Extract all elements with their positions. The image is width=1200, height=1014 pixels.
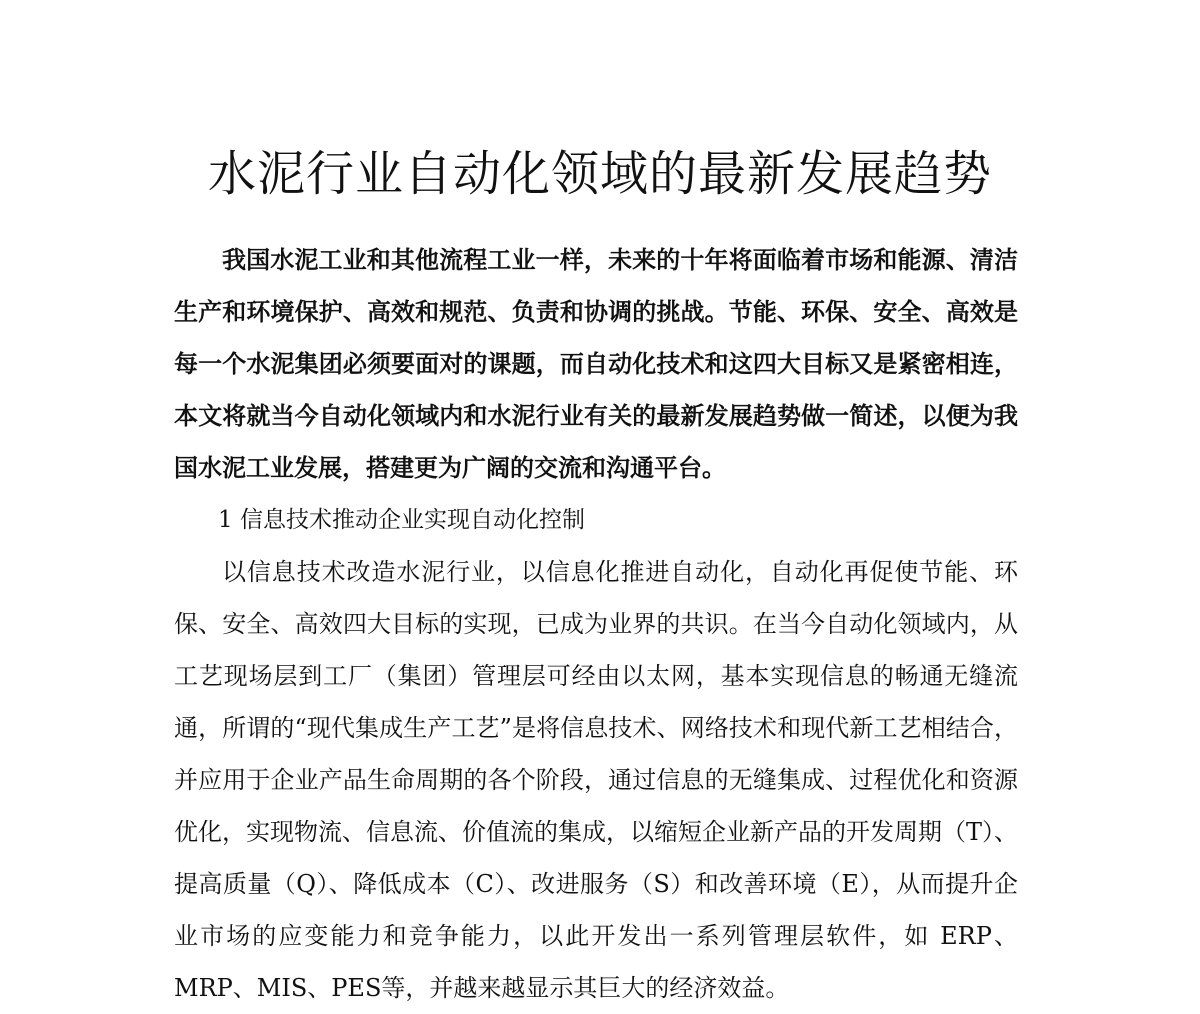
intro-paragraph: 我国水泥工业和其他流程工业一样，未来的十年将面临着市场和能源、清洁生产和环境保护、高效和规范、负责和协调的挑战。节能、环保、安全、高效是每一个水泥集团必须要面对的课题，而自动化技术和这四大目标又是紧密相连，本文将就当今自动化领域内和水泥行业有关的最新发展趋势做一简述，以便为我国水泥工业发展，搭建更为广阔的交流和沟通平台。 [174,245,1018,482]
section-heading: 1 信息技术推动企业实现自动化控制 [218,507,585,533]
document-title: 水泥行业自动化领域的最新发展趋势 [207,146,992,202]
section-paragraph: 以信息技术改造水泥行业，以信息化推进自动化，自动化再促使节能、环保、安全、高效四大目标的实现，已成为业界的共识。在当今自动化领域内，从工艺现场层到工厂（集团）管理层可经由以太网，基本实现信息的畅通无缝流通，所谓的“现代集成生产工艺”是将信息技术、网络技术和现代新工艺相结合，并应用于企业产品生命周期的各个阶段，通过信息的无缝集成、过程优化和资源优化，实现物流、信息流、价值流的集成，以缩短企业新产品的开发周期（T）、提高质量（Q）、降低成本（C）、改进服务（S）和改善环境（E），从而提升企业市场的应变能力和竞争能力，以此开发出一系列管理层软件，如 ERP、MRP、MIS、PES等，并越来越显示其巨大的经济效益。 [174,558,1019,1002]
document-body [174,234,1018,1014]
